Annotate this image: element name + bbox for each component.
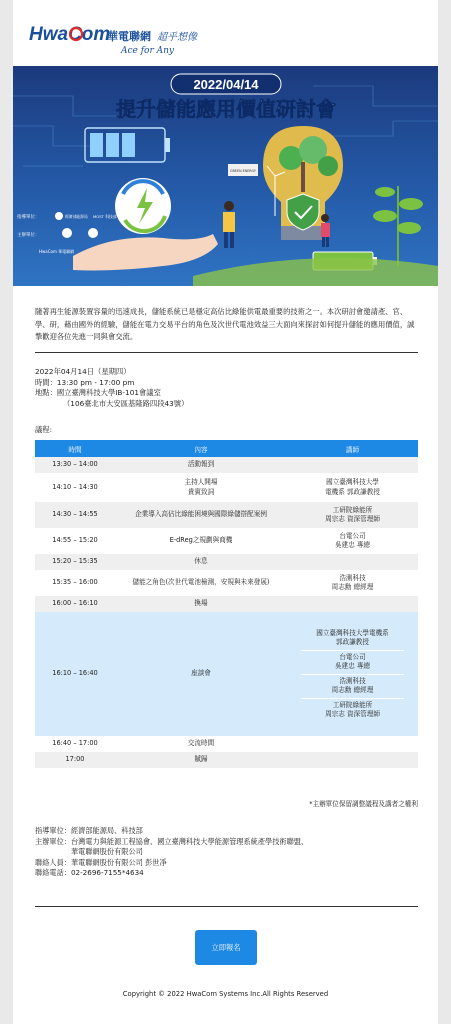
- panel-speaker-line: 浩測科技: [339, 676, 366, 685]
- slogan-zh: 超乎想像: [157, 32, 197, 43]
- svg-text:主辦單位：: 主辦單位：: [17, 233, 40, 238]
- email-card: [13, 0, 438, 1024]
- phone-line: 聯絡電話：02-2696-7155*4634: [35, 868, 144, 878]
- agenda-row: [35, 457, 418, 473]
- brand-zh: 華電聯網: [107, 30, 151, 43]
- panel-speaker-line: 台電公司: [339, 652, 366, 661]
- agenda-line: 企業導入高佔比綠能困境與國際綠儲搭配案例: [135, 510, 267, 519]
- agenda-content: [115, 752, 287, 768]
- agenda-content: [115, 457, 287, 473]
- speaker-separator: [301, 650, 404, 651]
- agenda-content: [115, 596, 287, 612]
- agenda-line: 活動報到: [187, 460, 215, 469]
- agenda-speaker: [287, 736, 418, 752]
- svg-text:GREEN ENERGY: GREEN ENERGY: [230, 169, 256, 173]
- organizer-line-1: 主辦單位：台灣電力與能源工程協會、國立臺灣科技大學能源管理系統產學技術聯盟、: [35, 836, 309, 846]
- col-header-speaker: 講師: [287, 440, 418, 457]
- panel-speaker-line: 工研院綠能所: [332, 700, 373, 709]
- agenda-row: [35, 596, 418, 612]
- agenda-speaker: [287, 457, 418, 473]
- speaker-separator: [301, 698, 404, 699]
- agenda-content: [115, 554, 287, 570]
- svg-text:指導單位：: 指導單位：: [17, 215, 40, 220]
- banner-date: 2022/04/14: [193, 77, 259, 92]
- agenda-time: 17:00: [35, 752, 115, 768]
- agenda-line: 休息: [194, 557, 208, 566]
- agenda-speaker: [287, 596, 418, 612]
- panel-speaker-line: 吳建忠 專總: [334, 662, 371, 670]
- col-header-content: 內容: [115, 440, 287, 457]
- organizer-line-2: 華電聯網股份有限公司: [35, 847, 143, 857]
- recycle-energy-icon: [115, 178, 171, 234]
- event-banner: [13, 66, 438, 286]
- event-date: 2022年04月14日（星期四）: [35, 367, 131, 376]
- agenda-row: [35, 502, 418, 528]
- agenda-line: 國立臺灣科技大學: [326, 478, 379, 486]
- agenda-line: 台電公司: [339, 531, 366, 540]
- panel-speaker-line: 國立臺灣科技大學電機系: [316, 628, 389, 637]
- agenda-content: [115, 473, 287, 502]
- agenda-line: 換場: [194, 599, 208, 608]
- agenda-speaker: [287, 473, 418, 502]
- agenda-speaker: [287, 554, 418, 570]
- ntust-logo: [62, 228, 72, 238]
- agenda-line: 主持人開場: [184, 478, 218, 486]
- plant-icon: [373, 186, 423, 266]
- event-venue: 地點：國立臺灣科技大學IB-101會議室: [35, 388, 161, 397]
- slogan-en: Ace for Any: [121, 46, 175, 56]
- battery-icon: [85, 128, 170, 162]
- agenda-line: 浩測科技: [339, 573, 366, 582]
- agenda-content: [115, 736, 287, 752]
- copyright-text: Copyright © 2022 HwaCom Systems Inc.All Rights Reserved: [122, 990, 329, 998]
- agenda-time: 15:35 – 16:00: [35, 570, 115, 596]
- agenda-row: [35, 473, 418, 502]
- divider: [35, 352, 418, 353]
- panel-speaker-line: 周宗志 資深管理師: [325, 710, 380, 718]
- agenda-content: [115, 528, 287, 554]
- agenda-time: 15:20 – 15:35: [35, 554, 115, 570]
- divider-bottom: [35, 906, 418, 907]
- agenda-row: [35, 752, 418, 768]
- agenda-speaker: [287, 502, 418, 528]
- agenda-line: 儲能之角色(次世代電池檢測，安規與未來發展): [132, 578, 270, 587]
- event-time: 時間：13:30 pm - 17:00 pm: [35, 377, 135, 387]
- agenda-line: 貴賓致詞: [187, 487, 215, 496]
- agenda-time: 14:10 – 14:30: [35, 473, 115, 502]
- contact-line: 聯絡人員：華電聯網股份有限公司 彭世凈: [35, 857, 167, 867]
- agenda-time: 14:30 – 14:55: [35, 502, 115, 528]
- svg-text:HwaCom 華電聯網: HwaCom 華電聯網: [39, 249, 75, 254]
- person-figure-2: [321, 214, 330, 247]
- banner-art: [13, 66, 438, 286]
- agenda-time: 16:10 – 16:40: [35, 612, 115, 736]
- banner-title: 提升儲能應用價值研討會: [116, 97, 336, 121]
- hwacom-logo: [29, 20, 249, 60]
- hand-icon: [73, 234, 218, 271]
- agenda-line: 周志勳 總經理: [331, 583, 374, 591]
- energy-bureau-logo: [55, 212, 63, 220]
- brand-en: HwaCom: [29, 24, 111, 45]
- register-button[interactable]: 立即報名: [195, 930, 257, 965]
- agenda-time: 16:40 – 17:00: [35, 736, 115, 752]
- col-header-time: 時間: [35, 440, 115, 457]
- agenda-line: 交流時間: [187, 739, 215, 748]
- agenda-row: [35, 570, 418, 596]
- disclaimer-note: *主辦單位保留調整議程及講者之權利: [309, 800, 418, 808]
- panel-speaker-line: 郭政謙教授: [336, 638, 369, 646]
- event-info: [35, 367, 418, 409]
- person-figure: [223, 201, 235, 248]
- panel-speaker-line: 周志勳 總經理: [331, 686, 374, 694]
- agenda-time: 14:55 – 15:20: [35, 528, 115, 554]
- agenda-time: 16:00 – 16:10: [35, 596, 115, 612]
- guidance-line: 指導單位：經濟部能源局、科技部: [35, 826, 143, 835]
- agenda-speaker: [287, 528, 418, 554]
- agenda-speaker: [287, 570, 418, 596]
- agenda-row: [35, 554, 418, 570]
- agenda-time: 13:30 – 14:00: [35, 457, 115, 473]
- svg-text:經濟部能源局: 經濟部能源局: [65, 214, 88, 219]
- panel-speakers: [287, 612, 418, 736]
- agenda-speaker: [287, 752, 418, 768]
- agenda-content: [115, 502, 287, 528]
- organizer-info: [35, 826, 418, 879]
- agenda-table: [35, 440, 418, 768]
- agenda-row: [35, 528, 418, 554]
- svg-text:MOST 科技部: MOST 科技部: [93, 214, 117, 219]
- agenda-label: 議程:: [35, 425, 53, 434]
- agenda-line: 吳建忠 專總: [334, 541, 371, 549]
- seal-logo: [88, 228, 98, 238]
- agenda-content: [115, 570, 287, 596]
- agenda-line: 電機系 郭政謙教授: [325, 487, 380, 496]
- agenda-row-panel: [35, 612, 418, 736]
- agenda-line: 周宗志 資深管理師: [325, 515, 380, 523]
- agenda-line: 工研院綠能所: [332, 505, 373, 514]
- speaker-separator: [301, 674, 404, 675]
- agenda-content: 座談會: [115, 612, 287, 736]
- agenda-line: E-dReg之規劃與商機: [169, 536, 233, 545]
- intro-paragraph: 隨著再生能源裝置容量的迅速成長，儲能系統已是穩定高佔比綠能供電最重要的技術之一。本次研討會邀請產、官、學、研，藉由國外的經驗，儲能在電力交易平台的角色及次世代電池效益三大面向來探討如何提升儲能的應用價值，誠摯歡迎各位先進一同與會交流。: [35, 307, 415, 341]
- event-address: （106臺北市大安區基隆路四段43號）: [63, 398, 189, 408]
- agenda-row: [35, 736, 418, 752]
- agenda-line: 賦歸: [194, 755, 208, 764]
